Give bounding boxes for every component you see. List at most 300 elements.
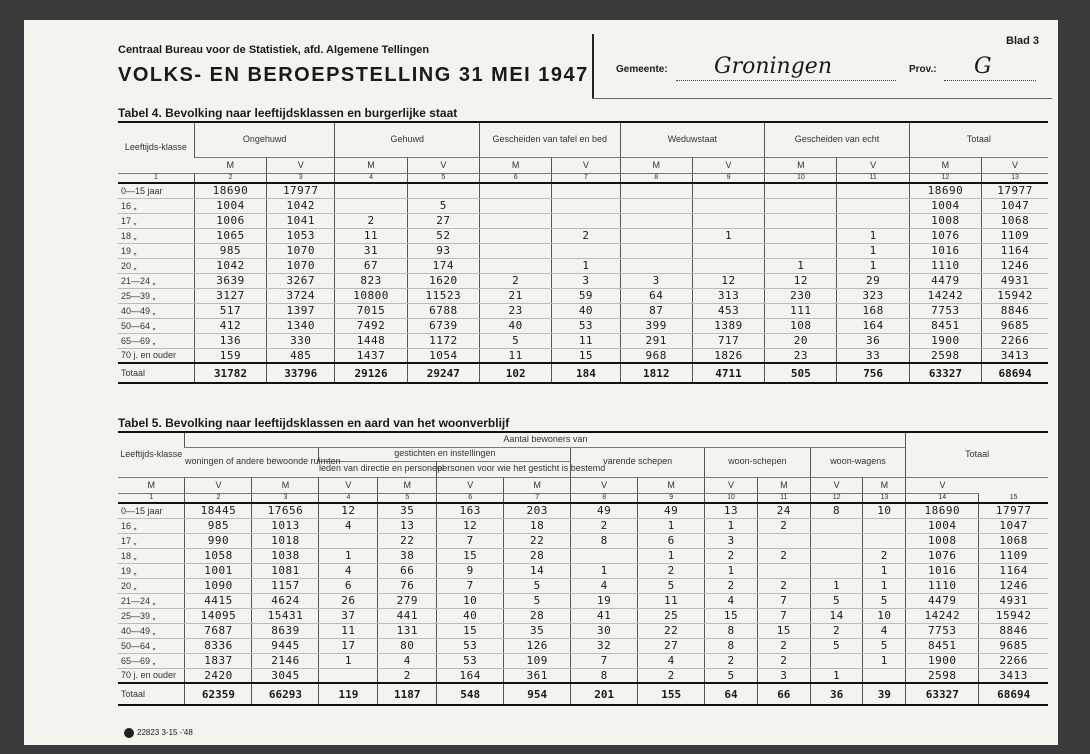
table-cell: 32 xyxy=(571,638,638,653)
table-cell: 53 xyxy=(437,638,504,653)
column-number: 10 xyxy=(765,173,837,183)
table-cell: 164 xyxy=(837,318,909,333)
table-cell: 22 xyxy=(504,533,571,548)
table-cell: 3724 xyxy=(267,288,335,303)
table-row xyxy=(118,318,1048,333)
age-class-label: 21—24 „ xyxy=(118,273,194,288)
column-number: 5 xyxy=(407,173,479,183)
table5-title: Tabel 5. Bevolking naar leeftijdsklassen en aard van het woonverblijf xyxy=(118,416,510,430)
t4-header-gescheiden-tafel: Gescheiden van tafel en bed xyxy=(480,123,621,157)
table-row xyxy=(118,333,1048,348)
table-cell: 3 xyxy=(620,273,692,288)
t5-header-varende-schepen: varende schepen xyxy=(571,447,705,477)
table-cell: 53 xyxy=(437,653,504,668)
table-cell: 15 xyxy=(437,548,504,563)
age-class-label: 25—39 „ xyxy=(118,608,185,623)
table-cell xyxy=(692,258,764,273)
table-cell: 2 xyxy=(378,668,437,683)
column-number: 2 xyxy=(194,173,266,183)
t4-m: M xyxy=(194,157,266,173)
table-cell: 30 xyxy=(571,623,638,638)
total-cell: 62359 xyxy=(185,683,252,705)
table-cell: 52 xyxy=(407,228,479,243)
table-row xyxy=(118,243,1048,258)
table-cell xyxy=(319,533,378,548)
t4-header-gescheiden-echt: Gescheiden van echt xyxy=(765,123,910,157)
table-cell: 4931 xyxy=(979,593,1048,608)
table-cell: 3267 xyxy=(267,273,335,288)
column-number: 8 xyxy=(571,493,638,503)
table-cell: 2 xyxy=(757,653,810,668)
table-cell xyxy=(810,548,863,563)
age-class-label: 21—24 „ xyxy=(118,593,185,608)
table-cell xyxy=(810,533,863,548)
table-cell: 131 xyxy=(378,623,437,638)
age-class-label: 17 „ xyxy=(118,533,185,548)
table-cell: 7 xyxy=(757,608,810,623)
table-cell: 1013 xyxy=(252,518,319,533)
column-number: 11 xyxy=(757,493,810,503)
table-cell: 3639 xyxy=(194,273,266,288)
table-cell: 1038 xyxy=(252,548,319,563)
table-cell xyxy=(765,183,837,198)
province-line xyxy=(944,79,1036,81)
table-cell: 3 xyxy=(552,273,620,288)
table-cell xyxy=(765,198,837,213)
province-label: Prov.: xyxy=(909,64,937,75)
table-cell xyxy=(757,533,810,548)
table-cell xyxy=(765,228,837,243)
table-cell: 1 xyxy=(837,258,909,273)
total-cell: 184 xyxy=(552,363,620,383)
table-cell: 1076 xyxy=(906,548,979,563)
total-cell: 63327 xyxy=(909,363,981,383)
table-row xyxy=(118,593,1048,608)
table-cell: 12 xyxy=(765,273,837,288)
table-cell: 4479 xyxy=(906,593,979,608)
table-cell xyxy=(757,563,810,578)
total-cell: 119 xyxy=(319,683,378,705)
t5-m: M xyxy=(863,477,906,493)
page-number: Blad 3 xyxy=(1006,35,1040,47)
table-cell: 15942 xyxy=(982,288,1048,303)
table-row xyxy=(118,653,1048,668)
table-cell xyxy=(620,213,692,228)
table-cell: 2 xyxy=(757,638,810,653)
column-number: 4 xyxy=(335,173,407,183)
table-cell: 17656 xyxy=(252,503,319,518)
t4-header-ongehuwd: Ongehuwd xyxy=(194,123,335,157)
t5-header-leeftijd: Leeftijds-klasse xyxy=(118,433,185,477)
table-cell: 1 xyxy=(863,653,906,668)
table-cell: 1 xyxy=(863,578,906,593)
table-cell xyxy=(692,198,764,213)
table-cell: 3 xyxy=(705,533,758,548)
table-cell: 17977 xyxy=(979,503,1048,518)
table-cell: 21 xyxy=(480,288,552,303)
age-class-label: 16 „ xyxy=(118,518,185,533)
age-class-label: 20 „ xyxy=(118,578,185,593)
t4-m: M xyxy=(620,157,692,173)
table-cell: 11 xyxy=(638,593,705,608)
table-cell: 4624 xyxy=(252,593,319,608)
table-cell: 31 xyxy=(335,243,407,258)
table-cell: 18690 xyxy=(194,183,266,198)
table-cell: 2 xyxy=(705,578,758,593)
table-cell: 14242 xyxy=(909,288,981,303)
table-cell xyxy=(810,653,863,668)
table-cell: 1016 xyxy=(906,563,979,578)
total-cell: 201 xyxy=(571,683,638,705)
table-cell: 4 xyxy=(571,578,638,593)
table-cell: 1053 xyxy=(267,228,335,243)
table-cell: 441 xyxy=(378,608,437,623)
table-cell: 7 xyxy=(437,578,504,593)
table-cell: 2 xyxy=(480,273,552,288)
table-cell: 2 xyxy=(705,548,758,563)
table-cell: 36 xyxy=(837,333,909,348)
age-class-label: 18 „ xyxy=(118,548,185,563)
table-cell: 20 xyxy=(765,333,837,348)
table-cell: 6739 xyxy=(407,318,479,333)
table-cell xyxy=(480,243,552,258)
age-class-label: 25—39 „ xyxy=(118,288,194,303)
table-row xyxy=(118,198,1048,213)
table-cell: 22 xyxy=(638,623,705,638)
table-cell: 4 xyxy=(863,623,906,638)
t5-header-directie: leden van directie en personeel xyxy=(319,461,437,477)
table-cell: 8451 xyxy=(906,638,979,653)
total-cell: 66293 xyxy=(252,683,319,705)
table-row xyxy=(118,228,1048,243)
table-cell xyxy=(837,198,909,213)
table-row xyxy=(118,533,1048,548)
table-cell: 76 xyxy=(378,578,437,593)
column-number: 7 xyxy=(552,173,620,183)
table-cell: 7 xyxy=(437,533,504,548)
table-row xyxy=(118,548,1048,563)
column-number: 2 xyxy=(185,493,252,503)
table-cell: 4931 xyxy=(982,273,1048,288)
table-cell xyxy=(407,183,479,198)
table-cell: 111 xyxy=(765,303,837,318)
table-cell xyxy=(620,183,692,198)
total-cell: 36 xyxy=(810,683,863,705)
table-cell: 1008 xyxy=(909,213,981,228)
table-cell: 4 xyxy=(319,518,378,533)
column-number: 6 xyxy=(480,173,552,183)
t5-m: M xyxy=(378,477,437,493)
table-cell xyxy=(552,198,620,213)
table-cell: 1 xyxy=(810,578,863,593)
table-cell xyxy=(480,183,552,198)
table-cell: 9 xyxy=(437,563,504,578)
column-number: 5 xyxy=(378,493,437,503)
table-cell xyxy=(810,518,863,533)
table-cell: 1047 xyxy=(979,518,1048,533)
table-cell: 717 xyxy=(692,333,764,348)
table-cell: 279 xyxy=(378,593,437,608)
table-cell: 23 xyxy=(765,348,837,363)
table-cell xyxy=(810,563,863,578)
table-cell: 1246 xyxy=(982,258,1048,273)
t4-v: V xyxy=(692,157,764,173)
table-cell: 4 xyxy=(319,563,378,578)
table-cell: 1081 xyxy=(252,563,319,578)
table-cell: 14095 xyxy=(185,608,252,623)
table-cell: 33 xyxy=(837,348,909,363)
table-cell: 35 xyxy=(504,623,571,638)
table-cell: 4 xyxy=(378,653,437,668)
table-cell: 1 xyxy=(692,228,764,243)
table-row xyxy=(118,348,1048,363)
table-cell: 1054 xyxy=(407,348,479,363)
table-cell: 2420 xyxy=(185,668,252,683)
total-cell: 1812 xyxy=(620,363,692,383)
table-cell: 168 xyxy=(837,303,909,318)
table-cell: 11 xyxy=(552,333,620,348)
age-class-label: 50—64 „ xyxy=(118,638,185,653)
table-cell: 2266 xyxy=(979,653,1048,668)
table-cell xyxy=(480,198,552,213)
table-cell: 2 xyxy=(552,228,620,243)
table-cell: 313 xyxy=(692,288,764,303)
table-cell: 1070 xyxy=(267,258,335,273)
t4-v: V xyxy=(267,157,335,173)
age-class-label: 17 „ xyxy=(118,213,194,228)
table-cell: 8846 xyxy=(982,303,1048,318)
table-cell: 40 xyxy=(480,318,552,333)
table-cell: 5 xyxy=(407,198,479,213)
table-cell: 18690 xyxy=(906,503,979,518)
table-cell: 66 xyxy=(378,563,437,578)
age-class-label: 70 j. en ouder xyxy=(118,668,185,683)
table-cell: 1340 xyxy=(267,318,335,333)
table-cell: 1900 xyxy=(909,333,981,348)
t5-v: V xyxy=(810,477,863,493)
table-cell: 23 xyxy=(480,303,552,318)
table-cell: 1448 xyxy=(335,333,407,348)
table-cell: 485 xyxy=(267,348,335,363)
column-number: 6 xyxy=(437,493,504,503)
t5-header-gestichten: gestichten en instellingen xyxy=(319,447,571,461)
table-cell: 64 xyxy=(620,288,692,303)
table-row xyxy=(118,608,1048,623)
age-class-label: 18 „ xyxy=(118,228,194,243)
table-cell: 6 xyxy=(638,533,705,548)
t4-v: V xyxy=(837,157,909,173)
table-cell: 25 xyxy=(638,608,705,623)
table-cell: 28 xyxy=(504,548,571,563)
column-number: 3 xyxy=(252,493,319,503)
t5-header-bestemd: personen voor wie het gesticht is bestemd xyxy=(437,461,571,477)
table-cell: 2 xyxy=(863,548,906,563)
gemeente-handwritten-value: Groningen xyxy=(714,54,832,79)
table-cell: 1 xyxy=(319,548,378,563)
table-cell: 38 xyxy=(378,548,437,563)
age-class-label: 40—49 „ xyxy=(118,623,185,638)
table-cell: 2 xyxy=(705,653,758,668)
table-cell: 174 xyxy=(407,258,479,273)
table-cell xyxy=(571,548,638,563)
table-cell: 2 xyxy=(571,518,638,533)
table-cell: 1068 xyxy=(982,213,1048,228)
t4-v: V xyxy=(982,157,1048,173)
table-cell: 8846 xyxy=(979,623,1048,638)
table-cell: 12 xyxy=(692,273,764,288)
table-cell: 14242 xyxy=(906,608,979,623)
table-cell: 5 xyxy=(863,638,906,653)
table-cell: 1109 xyxy=(979,548,1048,563)
table-cell: 1172 xyxy=(407,333,479,348)
table-cell: 164 xyxy=(437,668,504,683)
table-cell: 1042 xyxy=(194,258,266,273)
table-cell: 985 xyxy=(185,518,252,533)
total-label: Totaal xyxy=(118,363,194,383)
table-cell: 453 xyxy=(692,303,764,318)
table-cell: 10 xyxy=(437,593,504,608)
table-cell: 1 xyxy=(810,668,863,683)
table-row xyxy=(118,183,1048,198)
table-cell: 1397 xyxy=(267,303,335,318)
table-row xyxy=(118,303,1048,318)
gemeente-label: Gemeente: xyxy=(616,64,668,75)
form-title: VOLKS- EN BEROEPSTELLING 31 MEI 1947 xyxy=(118,64,589,86)
table-cell: 291 xyxy=(620,333,692,348)
table-cell: 5 xyxy=(480,333,552,348)
table-cell xyxy=(863,518,906,533)
table-cell: 1837 xyxy=(185,653,252,668)
table-cell: 1 xyxy=(638,518,705,533)
table-cell: 6 xyxy=(319,578,378,593)
table-cell: 1246 xyxy=(979,578,1048,593)
table-cell: 2 xyxy=(810,623,863,638)
t4-header-weduwstaat: Weduwstaat xyxy=(620,123,765,157)
table-cell: 1826 xyxy=(692,348,764,363)
table-cell: 8 xyxy=(705,623,758,638)
total-cell: 548 xyxy=(437,683,504,705)
total-cell: 155 xyxy=(638,683,705,705)
total-cell: 1187 xyxy=(378,683,437,705)
t5-m: M xyxy=(504,477,571,493)
table-cell: 2 xyxy=(757,548,810,563)
table-cell: 990 xyxy=(185,533,252,548)
table-cell: 10 xyxy=(863,503,906,518)
table-row xyxy=(118,563,1048,578)
table-cell: 7 xyxy=(757,593,810,608)
table-cell: 1008 xyxy=(906,533,979,548)
table-cell: 1 xyxy=(837,243,909,258)
t5-v: V xyxy=(906,477,979,493)
table-cell: 1076 xyxy=(909,228,981,243)
table-cell xyxy=(620,243,692,258)
table-cell: 517 xyxy=(194,303,266,318)
table-cell: 323 xyxy=(837,288,909,303)
table5 xyxy=(118,433,1048,706)
table-cell: 5 xyxy=(810,638,863,653)
t5-v: V xyxy=(437,477,504,493)
table-cell: 59 xyxy=(552,288,620,303)
column-number: 14 xyxy=(906,493,979,503)
total-cell: 31782 xyxy=(194,363,266,383)
table-cell: 2 xyxy=(757,578,810,593)
table-cell: 1070 xyxy=(267,243,335,258)
table-cell: 1109 xyxy=(982,228,1048,243)
table-cell: 1 xyxy=(638,548,705,563)
header-rule xyxy=(592,98,1052,99)
table-cell xyxy=(319,668,378,683)
table-cell: 2598 xyxy=(909,348,981,363)
table-cell: 330 xyxy=(267,333,335,348)
t5-header-woningen: woningen of andere bewoonde ruimten xyxy=(185,447,319,477)
table-cell: 28 xyxy=(504,608,571,623)
table-cell: 11 xyxy=(335,228,407,243)
table-cell: 5 xyxy=(705,668,758,683)
table-cell: 3045 xyxy=(252,668,319,683)
table-cell: 1164 xyxy=(979,563,1048,578)
table-cell: 12 xyxy=(437,518,504,533)
table-row xyxy=(118,623,1048,638)
table-cell: 11 xyxy=(480,348,552,363)
table-row xyxy=(118,258,1048,273)
table-cell: 15 xyxy=(757,623,810,638)
column-number: 3 xyxy=(267,173,335,183)
table-cell: 1041 xyxy=(267,213,335,228)
t5-v: V xyxy=(185,477,252,493)
table-cell: 8 xyxy=(571,668,638,683)
age-class-label: 16 „ xyxy=(118,198,194,213)
table-cell: 15942 xyxy=(979,608,1048,623)
table-cell: 1157 xyxy=(252,578,319,593)
table-row xyxy=(118,518,1048,533)
total-cell: 505 xyxy=(765,363,837,383)
total-cell: 33796 xyxy=(267,363,335,383)
table-cell: 109 xyxy=(504,653,571,668)
table-cell: 14 xyxy=(810,608,863,623)
table-cell: 126 xyxy=(504,638,571,653)
t5-v: V xyxy=(705,477,758,493)
total-cell: 68694 xyxy=(982,363,1048,383)
t5-m: M xyxy=(252,477,319,493)
table-row xyxy=(118,288,1048,303)
table-cell: 1 xyxy=(863,563,906,578)
table-cell: 5 xyxy=(638,578,705,593)
column-number: 9 xyxy=(692,173,764,183)
table-cell: 93 xyxy=(407,243,479,258)
table-cell: 5 xyxy=(863,593,906,608)
age-class-label: 20 „ xyxy=(118,258,194,273)
table-cell: 8 xyxy=(705,638,758,653)
table-cell xyxy=(863,668,906,683)
table-cell: 27 xyxy=(638,638,705,653)
table-cell: 1 xyxy=(705,563,758,578)
table-cell: 3413 xyxy=(979,668,1048,683)
table-cell: 1 xyxy=(705,518,758,533)
table-cell: 159 xyxy=(194,348,266,363)
table-cell: 1620 xyxy=(407,273,479,288)
t4-m: M xyxy=(480,157,552,173)
t4-m: M xyxy=(909,157,981,173)
table-cell: 3 xyxy=(757,668,810,683)
table-cell: 1047 xyxy=(982,198,1048,213)
table-cell: 1065 xyxy=(194,228,266,243)
table-cell: 1164 xyxy=(982,243,1048,258)
t4-m: M xyxy=(765,157,837,173)
table-row xyxy=(118,503,1048,518)
table-cell: 15 xyxy=(705,608,758,623)
table-cell: 8 xyxy=(571,533,638,548)
total-cell: 29126 xyxy=(335,363,407,383)
